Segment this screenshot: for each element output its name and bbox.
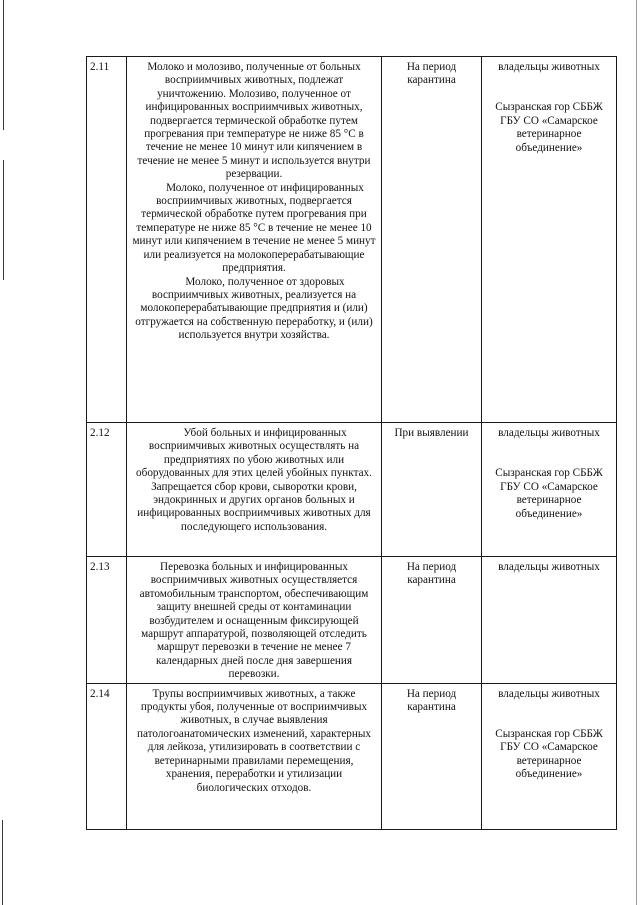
- period: На период карантина: [382, 57, 482, 423]
- measures-table: [86, 56, 617, 830]
- responsible-agency: Сызранская гор СББЖ ГБУ СО «Самарское ветеринарное объединение»: [495, 467, 603, 520]
- measure-paragraph: Молоко и молозиво, полученные от больных восприимчивых животных, подлежат уничтожению. Молозиво, полученное от инфицированных восприимчивых животных, подвергается термической обработке путем прогревания при температуре не ниже 85 °С в течение не менее 10 минут или кипячением в течение не менее 5 минут и используется внутри резервации.: [137, 61, 371, 181]
- table-row: [87, 423, 617, 557]
- responsible: [482, 423, 617, 557]
- period: На период карантина: [382, 557, 482, 684]
- measure-paragraph: Убой больных и инфицированных восприимчивых животных осуществлять на предприятиях по убою животных или оборудованных для этих целей убойных пунктах. Запрещается сбор крови, сыворотки крови, эндокринных и других органов больных и инфицированных восприимчивых животных для последующего использования.: [136, 427, 372, 533]
- measure-paragraph: Молоко, полученное от здоровых восприимчивых животных, реализуется на молокоперерабатывающие предприятия и (или) отгружается на собственную переработку, и (или) используется внутри хозяйства.: [135, 275, 373, 342]
- table-row: [87, 57, 617, 423]
- table-row: [87, 683, 617, 829]
- item-number: 2.11: [87, 57, 127, 423]
- responsible-agency: Сызранская гор СББЖ ГБУ СО «Самарское ветеринарное объединение»: [495, 728, 603, 781]
- scan-edge-mark: [3, 160, 4, 280]
- period: При выявлении: [382, 423, 482, 557]
- scan-edge-mark: [3, 0, 4, 130]
- scan-edge-mark: [2, 820, 3, 905]
- measure-description: [127, 57, 382, 423]
- scan-edge-mark: [636, 0, 637, 905]
- responsible: [482, 683, 617, 829]
- measure-paragraph: Молоко, полученное от инфицированных восприимчивых животных, подвергается термической обработке путем прогревания при температуре не ниже 85 °С в течение не менее 10 минут или кипячением в течение не менее 5 минут или реализуется на молокоперерабатывающие предприятия.: [132, 181, 376, 275]
- measure-description: [127, 683, 382, 829]
- item-number: 2.12: [87, 423, 127, 557]
- item-number: 2.14: [87, 683, 127, 829]
- measure-description: [127, 557, 382, 684]
- responsible: [482, 557, 617, 684]
- table-row: [87, 557, 617, 684]
- measure-paragraph: Трупы восприимчивых животных, а также продукты убоя, полученные от восприимчивых животных, в случае выявления патологоанатомических изменений, характерных для лейкоза, утилизировать в соответствии с ветеринарными правилами перемещения, хранения, переработки и утилизации биологических отходов.: [136, 687, 371, 794]
- item-number: 2.13: [87, 557, 127, 684]
- responsible-agency: Сызранская гор СББЖ ГБУ СО «Самарское ветеринарное объединение»: [495, 101, 603, 154]
- responsible-owner: владельцы животных: [498, 561, 600, 573]
- responsible-owner: владельцы животных: [498, 61, 600, 73]
- responsible-owner: владельцы животных: [498, 687, 600, 700]
- measure-description: [127, 423, 382, 557]
- responsible: [482, 57, 617, 423]
- responsible-owner: владельцы животных: [498, 427, 600, 439]
- period: На период карантина: [382, 683, 482, 829]
- measure-paragraph: Перевозка больных и инфицированных восприимчивых животных осуществляется автомобильным транспортом, обеспечивающим защиту внешней среды от контаминации возбудителем и оснащенным фиксирующей маршрут аппаратурой, позволяющей отследить маршрут перевозки в течение не менее 7 календарных дней после дня завершения перевозки.: [139, 561, 369, 681]
